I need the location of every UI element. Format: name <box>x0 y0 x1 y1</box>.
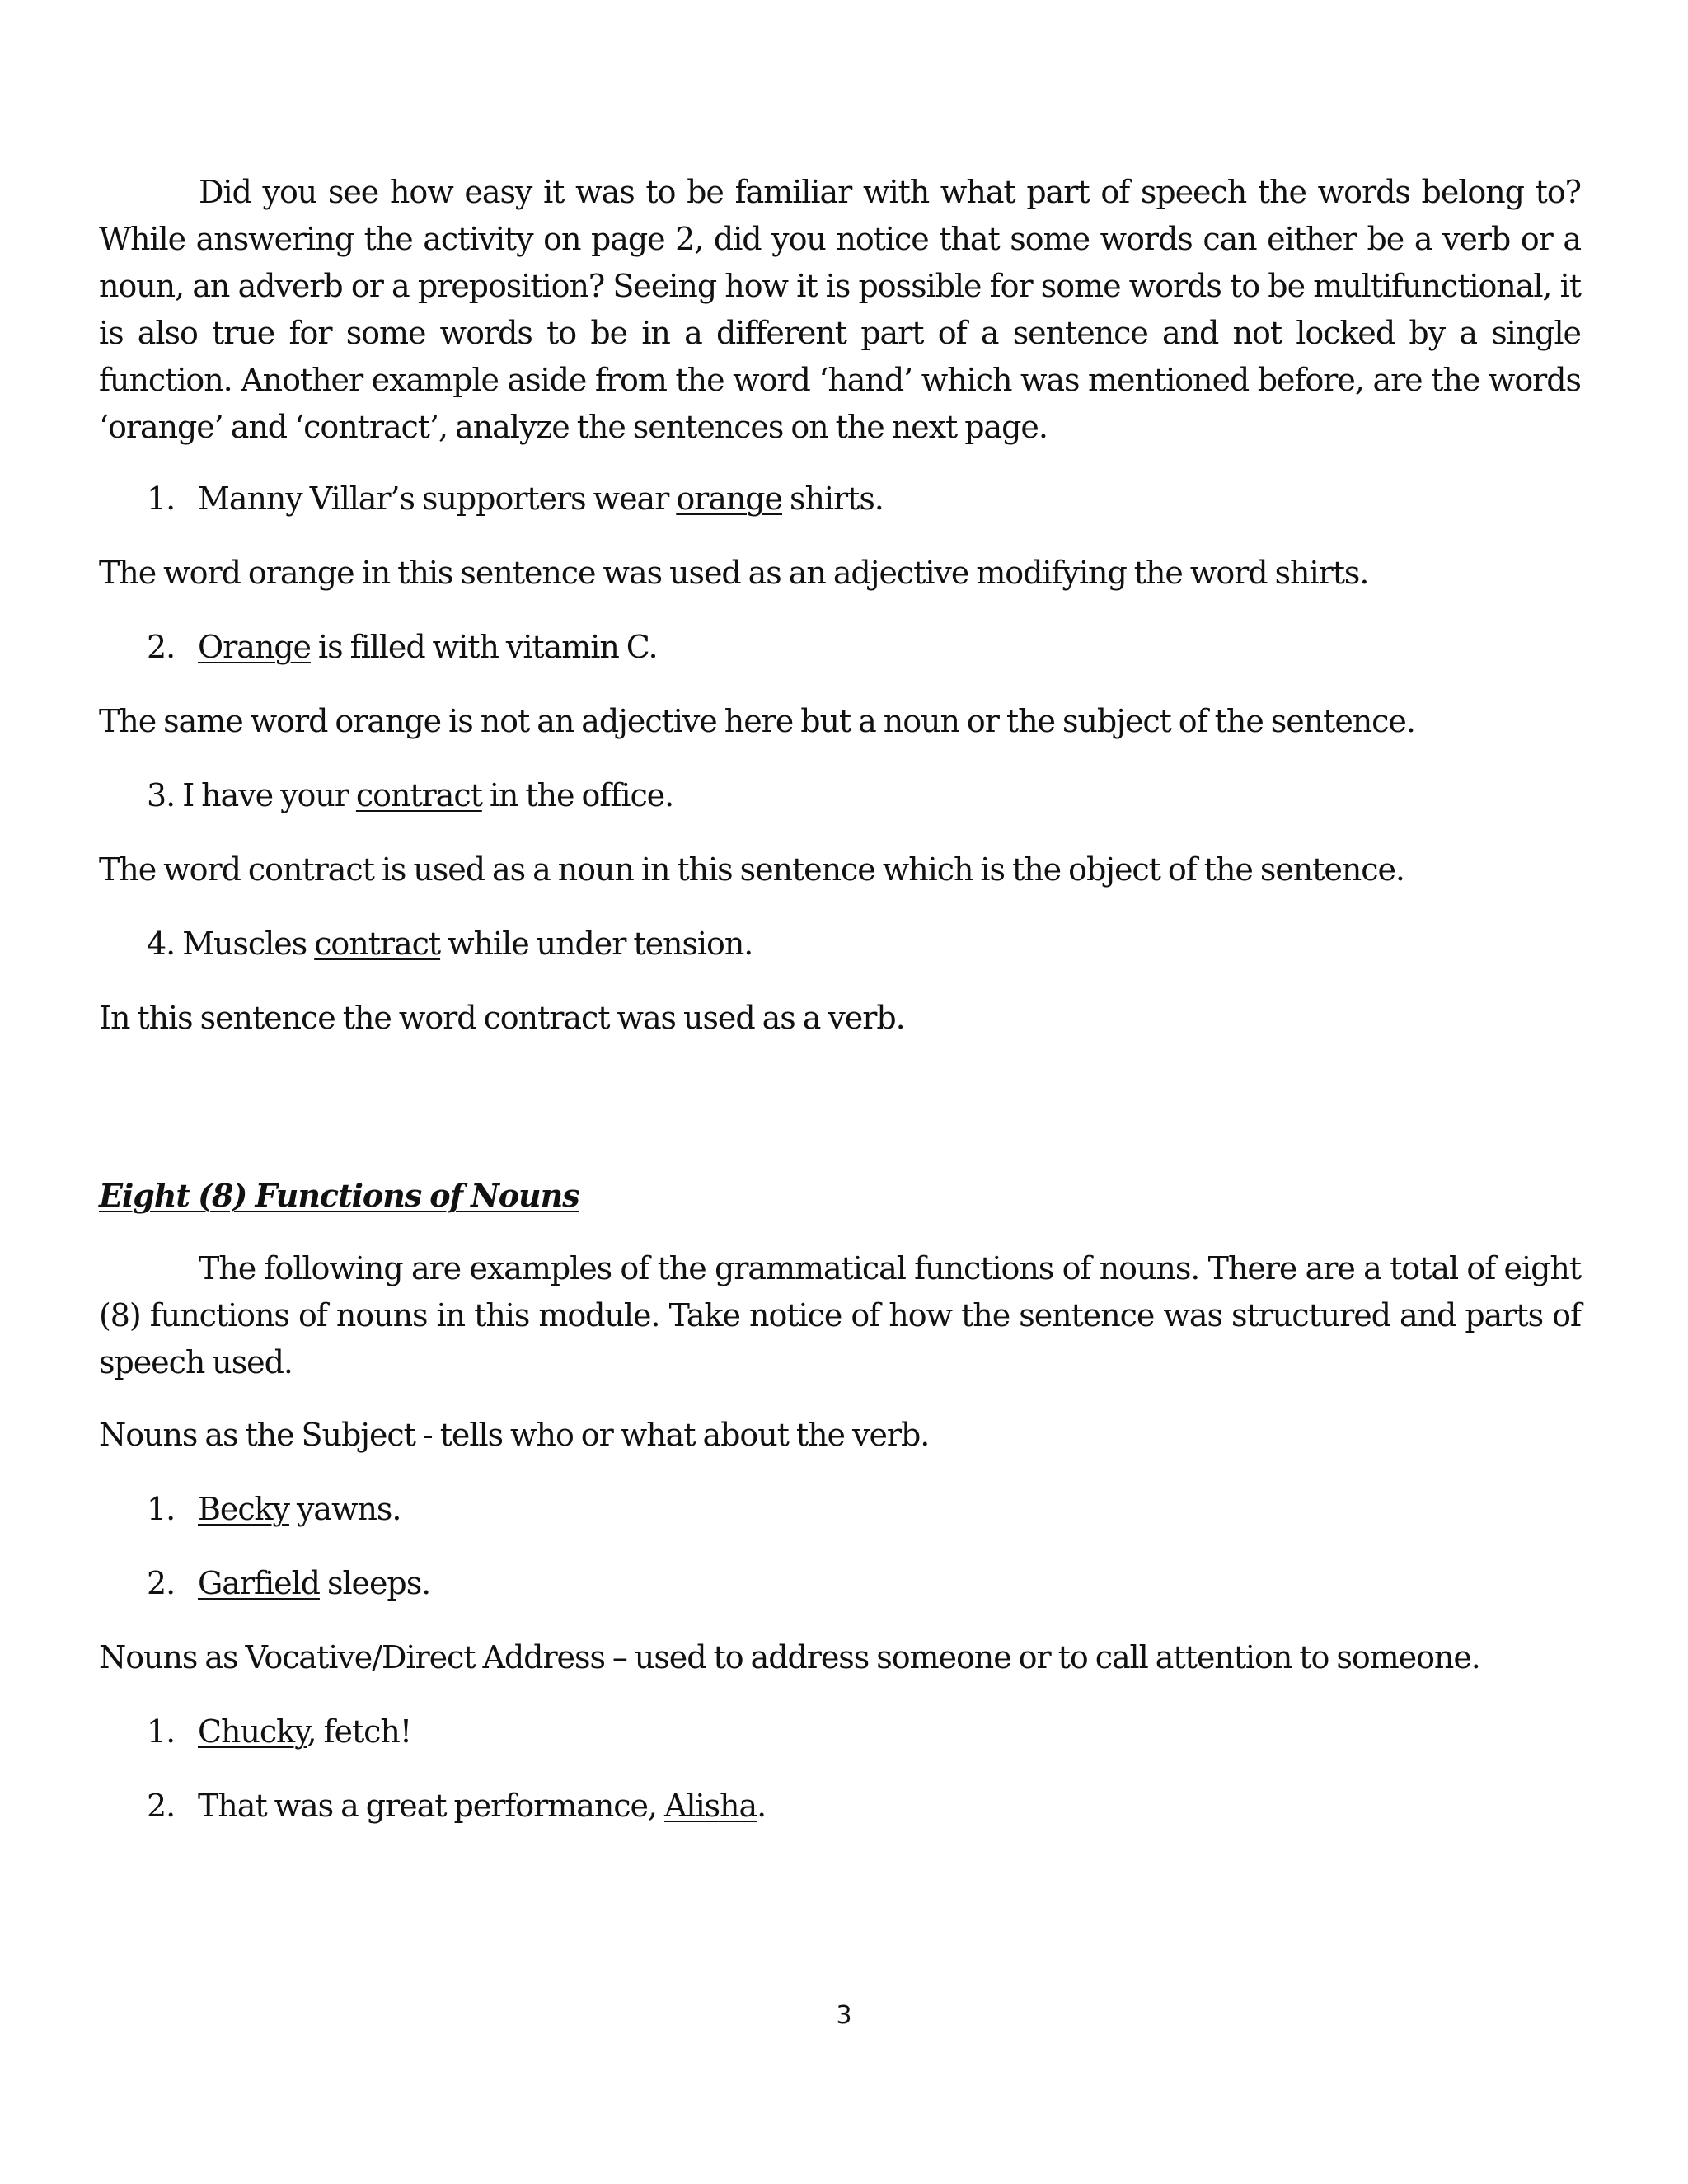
underlined-word: Orange <box>198 629 311 665</box>
vocative-example-2 <box>99 1783 1581 1830</box>
example-number: 2. <box>147 629 176 665</box>
example-sentence-1 <box>99 476 1581 523</box>
example-sentence-4 <box>99 921 1581 968</box>
section-paragraph: The following are examples of the grammatical functions of nouns. There are a total of eight (8) functions of nouns in this module. Take notice of how the sentence was structured and parts of speech used. <box>99 1250 1581 1380</box>
example-text: yawns. <box>288 1491 401 1527</box>
underlined-word: contract <box>314 926 441 962</box>
example-text: is filled with vitamin C. <box>310 629 658 665</box>
example-number: 2. <box>147 1788 176 1824</box>
example-number: 4. <box>147 926 176 962</box>
vocative-example-1 <box>99 1708 1581 1755</box>
example-number: 2. <box>147 1565 176 1601</box>
underlined-word: Garfield <box>198 1565 320 1601</box>
underlined-word: orange <box>676 480 782 517</box>
underlined-word: contract <box>355 777 482 813</box>
underlined-word: Becky <box>198 1491 289 1527</box>
example-number: 1. <box>147 480 176 517</box>
example-number: 1. <box>147 1713 176 1750</box>
example-text: while under tension. <box>440 926 753 962</box>
example-text: , fetch! <box>307 1713 412 1750</box>
example-text: . <box>757 1788 767 1824</box>
example-explanation-4: In this sentence the word contract was used as a verb. <box>99 1000 905 1036</box>
example-sentence-3 <box>99 772 1581 819</box>
example-text: Muscles <box>182 926 315 962</box>
example-text: sleeps. <box>319 1565 431 1601</box>
intro-paragraph: Did you see how easy it was to be familiar with what part of speech the words belong to? While answering the activity on page 2, did you notice that some words can either be a verb or a noun, an adverb or a preposition? Seeing how it is possible for some words to be multifunctional, it is also true for some words to be in a different part of a sentence and not locked by a single function. Another example aside from the word ‘hand’ which was mentioned before, are the words ‘orange’ and ‘contract’, analyze the sentences on the next page. <box>99 174 1581 445</box>
example-sentence-2 <box>99 624 1581 671</box>
example-explanation-3: The word contract is used as a noun in this sentence which is the object of the sentence. <box>99 851 1404 888</box>
example-explanation-2: The same word orange is not an adjective here but a noun or the subject of the sentence. <box>99 703 1415 739</box>
example-text: shirts. <box>782 480 884 517</box>
example-number: 3. <box>147 777 176 813</box>
vocative-label: Nouns as Vocative/Direct Address – used to address someone or to call attention to someone. <box>99 1639 1480 1675</box>
page-content <box>99 169 1581 1830</box>
page-number: 3 <box>836 2001 852 2030</box>
example-text: Manny Villar’s supporters wear <box>198 480 677 517</box>
example-text: That was a great performance, <box>198 1788 664 1824</box>
example-explanation-1: The word orange in this sentence was used as an adjective modifying the word shirts. <box>99 555 1369 591</box>
underlined-word: Chucky <box>198 1713 307 1750</box>
underlined-word: Alisha <box>663 1788 757 1824</box>
subject-label: Nouns as the Subject - tells who or what about the verb. <box>99 1417 930 1453</box>
subject-example-1 <box>99 1486 1581 1533</box>
example-number: 1. <box>147 1491 176 1527</box>
subject-example-2 <box>99 1560 1581 1607</box>
section-heading <box>99 1172 1581 1220</box>
example-text: in the office. <box>481 777 674 813</box>
section-heading-text: Eight (8) Functions of Nouns <box>99 1177 579 1214</box>
example-text: I have your <box>182 777 356 813</box>
